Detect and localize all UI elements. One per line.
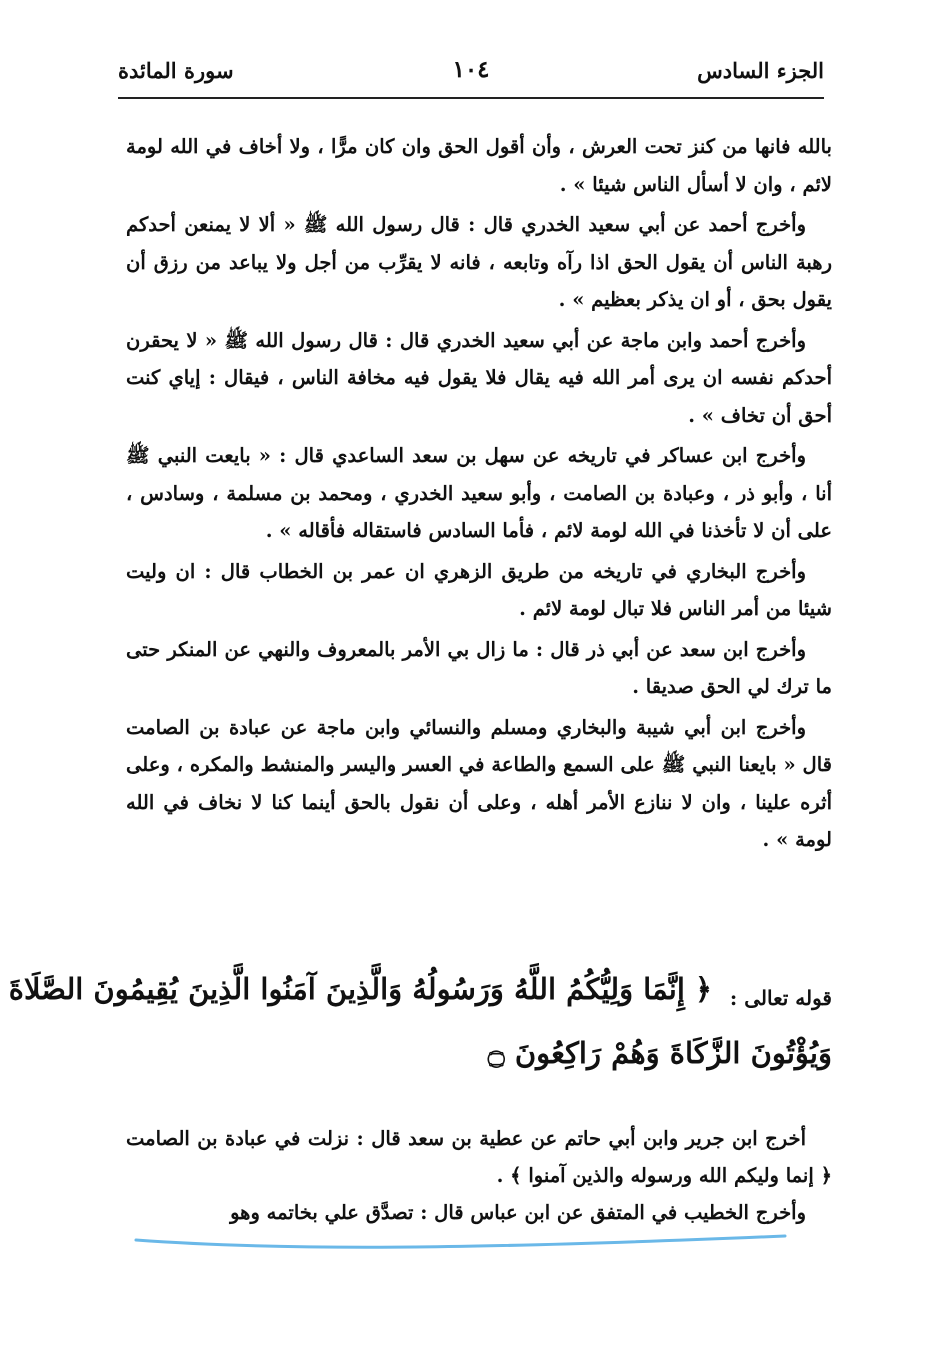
- page-number: ١٠٤: [452, 56, 490, 83]
- header-surah: سورة المائدة: [118, 58, 234, 83]
- header-part: الجزء السادس: [697, 58, 824, 83]
- paragraph: وأخرج ابن عساكر في تاريخه عن سهل بن سعد الساعدي قال : « بايعت النبي ﷺ أنا ، وأبو ذر ، وعبادة بن الصامت ، وأبو سعيد الخدري ، ومحمد بن مسلمة ، وسادس ، على أن لا تأخذنا في الله لومة لائم ، فأما السادس فاستقاله فأقاله » .: [126, 444, 832, 542]
- paragraph: وأخرج ابن أبي شيبة والبخاري ومسلم والنسائي وابن ماجة عن عبادة بن الصامت قال « بايعنا النبي ﷺ على السمع والطاعة في العسر واليسر والمنشط والمكره ، وعلى أثره علينا ، وان لا ننازع الأمر أهله ، وعلى أن نقول بالحق أينما كنا لا نخاف في الله لومة » .: [126, 715, 832, 851]
- paragraph: بالله فانها من كنز تحت العرش ، وأن أقول الحق وان كان مرًّا ، ولا أخاف في الله لومة لائم ، وان لا أسأل الناس شيئا » .: [126, 135, 832, 196]
- paragraph: وأخرج أحمد عن أبي سعيد الخدري قال : قال رسول الله ﷺ « ألا لا يمنعن أحدكم رهبة الناس أن يقول الحق اذا رآه وتابعه ، فانه لا يقرِّب من أجل ولا يباعد من رزق أن يقول بحق ، أو ان يذكر بعظيم » .: [126, 213, 832, 311]
- paragraph: وأخرج ابن سعد عن أبي ذر قال : ما زال بي الأمر بالمعروف والنهي عن المنكر حتى ما ترك لي الحق صديقا .: [126, 637, 832, 698]
- paragraph: أخرج ابن جرير وابن أبي حاتم عن عطية بن سعد قال : نزلت في عبادة بن الصامت ﴿ إنما وليكم الله ورسوله والذين آمنوا ﴾ .: [126, 1127, 832, 1187]
- paragraph: وأخرج البخاري في تاريخه من طريق الزهري ان عمر بن الخطاب قال : ان وليت شيئا من أمر الناس فلا تبال لومة لائم .: [126, 559, 832, 620]
- paragraph: وأخرج الخطيب في المتفق عن ابن عباس قال : تصدَّق علي بخاتمه وهو: [230, 1201, 806, 1224]
- verse-line-1: ﴿ إِنَّمَا وَلِيُّكُمُ اللَّهُ وَرَسُولُهُ وَالَّذِينَ آمَنُوا الَّذِينَ يُقِيمُونَ الصَّلَاةَ: [8, 972, 712, 1006]
- verse-intro: قوله تعالى :: [729, 986, 832, 1010]
- paragraph: وأخرج أحمد وابن ماجة عن أبي سعيد الخدري قال : قال رسول الله ﷺ « لا يحقرن أحدكم نفسه ان يرى أمر الله فيه يقال فلا يقول فيه مخافة الناس ، فيقال : إياي كنت أحق أن تخاف » .: [126, 328, 832, 427]
- verse-line-2: وَيُؤْتُونَ الزَّكَاةَ وَهُمْ رَاكِعُونَ ۝: [487, 1036, 832, 1070]
